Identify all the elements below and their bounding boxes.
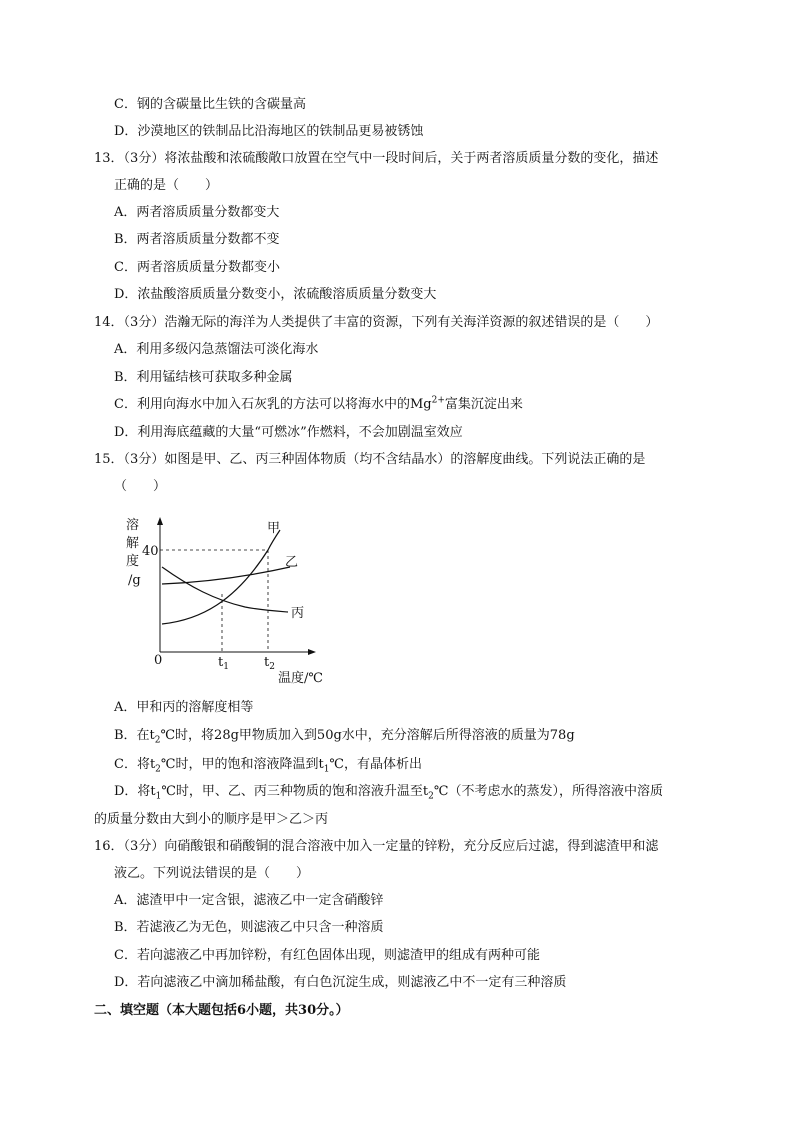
y-axis-label-2: 解 — [126, 536, 140, 551]
y-tick-40: 40 — [142, 544, 159, 559]
q15-option-d-text1: D．将t — [114, 784, 156, 799]
q13-option-c: C．两者溶质质量分数都变小 — [114, 260, 280, 275]
q14-option-c-text: C．利用向海水中加入石灰乳的方法可以将海水中的Mg — [114, 397, 432, 412]
q15-option-d-sub1: 1 — [155, 791, 162, 802]
q13-stem-line2: 正确的是（ ） — [114, 178, 219, 193]
q15-option-c-sub1: 2 — [155, 764, 161, 775]
q15-option-b-sub: 2 — [154, 735, 161, 746]
q14-option-c-text-end: 富集沉淀出来 — [444, 397, 523, 412]
q15-option-c-text1: C．将t — [114, 757, 156, 772]
q15-option-b — [114, 727, 575, 745]
series-label-bing: 丙 — [291, 606, 305, 621]
y-axis-label-1: 溶 — [126, 518, 140, 533]
curve-yi — [162, 567, 290, 584]
solubility-curve-graph — [120, 512, 340, 692]
q16-stem-line2: 液乙。下列说法错误的是（ ） — [114, 866, 310, 881]
q15-option-c — [114, 756, 422, 774]
q15-option-c-sub2: 1 — [323, 764, 330, 775]
q15-option-d-sub2: 2 — [428, 791, 434, 802]
y-axis-label-3: 度 — [126, 554, 140, 569]
q15-option-b-text1: B．在t — [114, 728, 155, 743]
q15-option-b-text2: ℃时，将28g甲物质加入到50g水中，充分溶解后所得溶液的质量为78g — [160, 728, 575, 743]
q12-option-c: C．钢的含碳量比生铁的含碳量高 — [114, 97, 306, 112]
t2-label — [264, 655, 275, 672]
x-axis-arrow — [308, 649, 316, 655]
q13-option-d: D．浓盐酸溶质质量分数变小，浓硫酸溶质质量分数变大 — [114, 287, 437, 302]
q16-option-a: A．滤渣甲中一定含银，滤液乙中一定含硝酸锌 — [114, 893, 384, 908]
series-label-yi: 乙 — [285, 555, 299, 570]
t1-label-sub: 1 — [223, 662, 229, 672]
q14-stem: 14．（3分）浩瀚无际的海洋为人类提供了丰富的资源，下列有关海洋资源的叙述错误的是（ ） — [94, 315, 659, 330]
q16-stem-line1: 16．（3分）向硝酸银和硝酸铜的混合溶液中加入一定量的锌粉，充分反应后过滤，得到滤渣甲和滤 — [94, 839, 659, 854]
q15-option-a: A．甲和丙的溶解度相等 — [114, 700, 254, 715]
q15-option-d-line2: 的质量分数由大到小的顺序是甲＞乙＞丙 — [94, 812, 329, 827]
x-axis-label: 温度/℃ — [278, 671, 323, 686]
q16-option-c: C．若向滤液乙中再加锌粉，有红色固体出现，则滤渣甲的组成有两种可能 — [114, 948, 540, 963]
t1-label-main: t — [218, 655, 224, 670]
y-axis-label-4: /g — [128, 573, 141, 588]
q12-option-d: D．沙漠地区的铁制品比沿海地区的铁制品更易被锈蚀 — [114, 124, 424, 139]
q15-option-c-text2: ℃时，甲的饱和溶液降温到t — [160, 757, 324, 772]
q15-option-d — [114, 783, 663, 801]
q15-option-d-text3: ℃（不考虑水的蒸发），所得溶液中溶质 — [433, 784, 663, 799]
t1-label — [218, 655, 229, 672]
section-2-heading: 二、填空题（本大题包括6小题，共30分。） — [94, 1003, 349, 1018]
q15-option-d-text2: ℃时，甲、乙、丙三种物质的饱和溶液升温至t — [161, 784, 429, 799]
t2-label-main: t — [264, 655, 270, 670]
q14-option-b: B．利用锰结核可获取多种金属 — [114, 370, 293, 385]
q16-option-b: B．若滤液乙为无色，则滤液乙中只含一种溶质 — [114, 920, 384, 935]
y-axis-arrow — [157, 517, 163, 525]
origin-label: 0 — [154, 653, 163, 668]
q15-stem-line1: 15．（3分）如图是甲、乙、丙三种固体物质（均不含结晶水）的溶解度曲线。下列说法正确的是 — [94, 452, 646, 467]
q14-option-c-superscript: 2+ — [431, 395, 445, 406]
t2-label-sub: 2 — [269, 662, 275, 672]
q15-stem-line2: （ ） — [114, 479, 167, 494]
q16-option-d: D．若向滤液乙中滴加稀盐酸，有白色沉淀生成，则滤液乙中不一定有三种溶质 — [114, 975, 567, 990]
q14-option-a: A．利用多级闪急蒸馏法可淡化海水 — [114, 342, 319, 357]
q13-option-b: B．两者溶质质量分数都不变 — [114, 232, 280, 247]
q15-option-c-text3: ℃，有晶体析出 — [329, 757, 422, 772]
q13-option-a: A．两者溶质质量分数都变大 — [114, 205, 280, 220]
q13-stem-line1: 13．（3分）将浓盐酸和浓硫酸敞口放置在空气中一段时间后，关于两者溶质质量分数的变化，描述 — [94, 151, 659, 166]
curve-bing — [162, 567, 288, 612]
q14-option-d: D．利用海底蕴藏的大量“可燃冰”作燃料，不会加剧温室效应 — [114, 425, 463, 440]
series-label-jia: 甲 — [267, 521, 281, 536]
q14-option-c — [114, 396, 523, 414]
